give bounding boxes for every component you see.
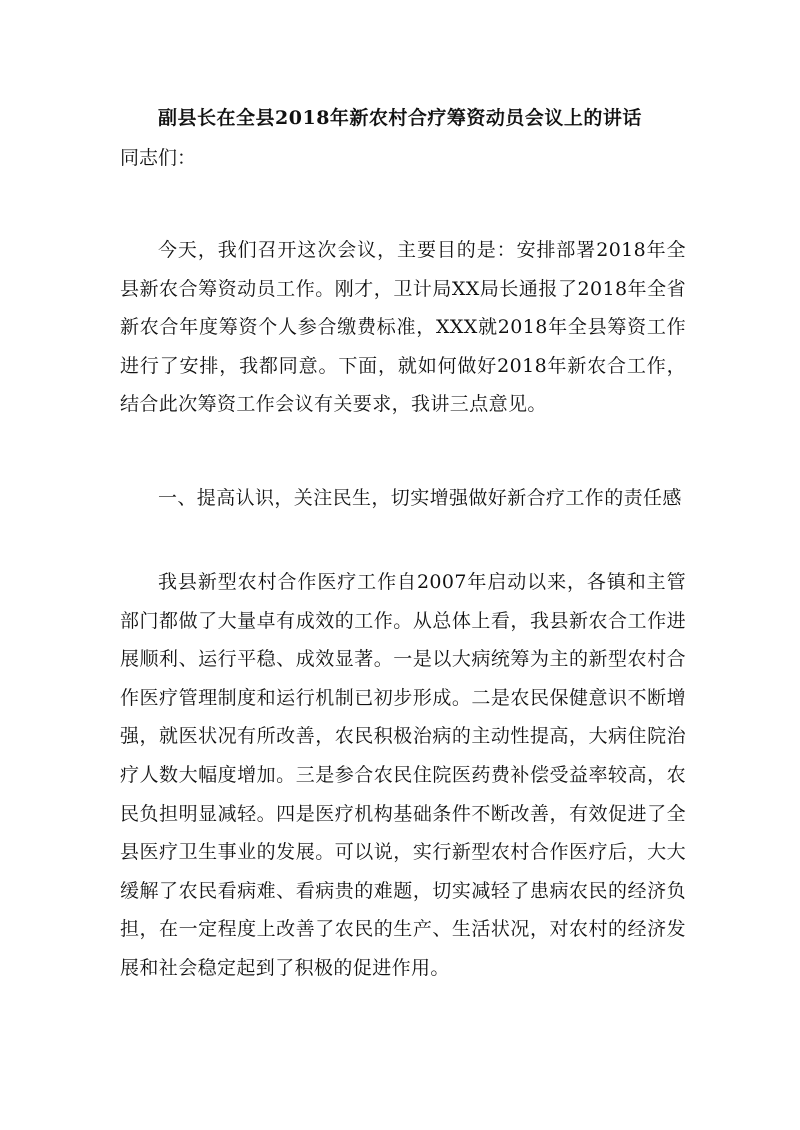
paragraph-section-1: 我县新型农村合作医疗工作自2007年启动以来，各镇和主管部门都做了大量卓有成效的工作。从总体上看，我县新农合工作进展顺利、运行平稳、成效显著。一是以大病统筹为主的新型农村合作医疗管理制度和运行机制已初步形成。二是农民保健意识不断增强，就医状况有所改善，农民积极治病的主动性提高，大病住院治疗人数大幅度增加。三是参合农民住院医药费补偿受益率较高，农民负担明显减轻。四是医疗机构基础条件不断改善，有效促进了全县医疗卫生事业的发展。可以说，实行新型农村合作医疗后，大大缓解了农民看病难、看病贵的难题，切实减轻了患病农民的经济负担，在一定程度上改善了农民的生产、生活状况，对农村的经济发展和社会稳定起到了积极的促进作用。	[120, 571, 686, 979]
page-title: 副县长在全县2018年新农村合疗筹资动员会议上的讲话	[158, 107, 642, 129]
section-heading-1: 一、提高认识，关注民生，切实增强做好新合疗工作的责任感	[158, 487, 682, 509]
salutation: 同志们：	[120, 147, 197, 169]
paragraph-intro: 今天，我们召开这次会议，主要目的是：安排部署2018年全县新农合筹资动员工作。刚才，卫计局XX局长通报了2018年全省新农合年度筹资个人参合缴费标准，XXX就2018年全县筹资工作进行了安排，我都同意。下面，就如何做好2018年新农合工作，结合此次筹资工作会议有关要求，我讲三点意见。	[120, 239, 686, 416]
